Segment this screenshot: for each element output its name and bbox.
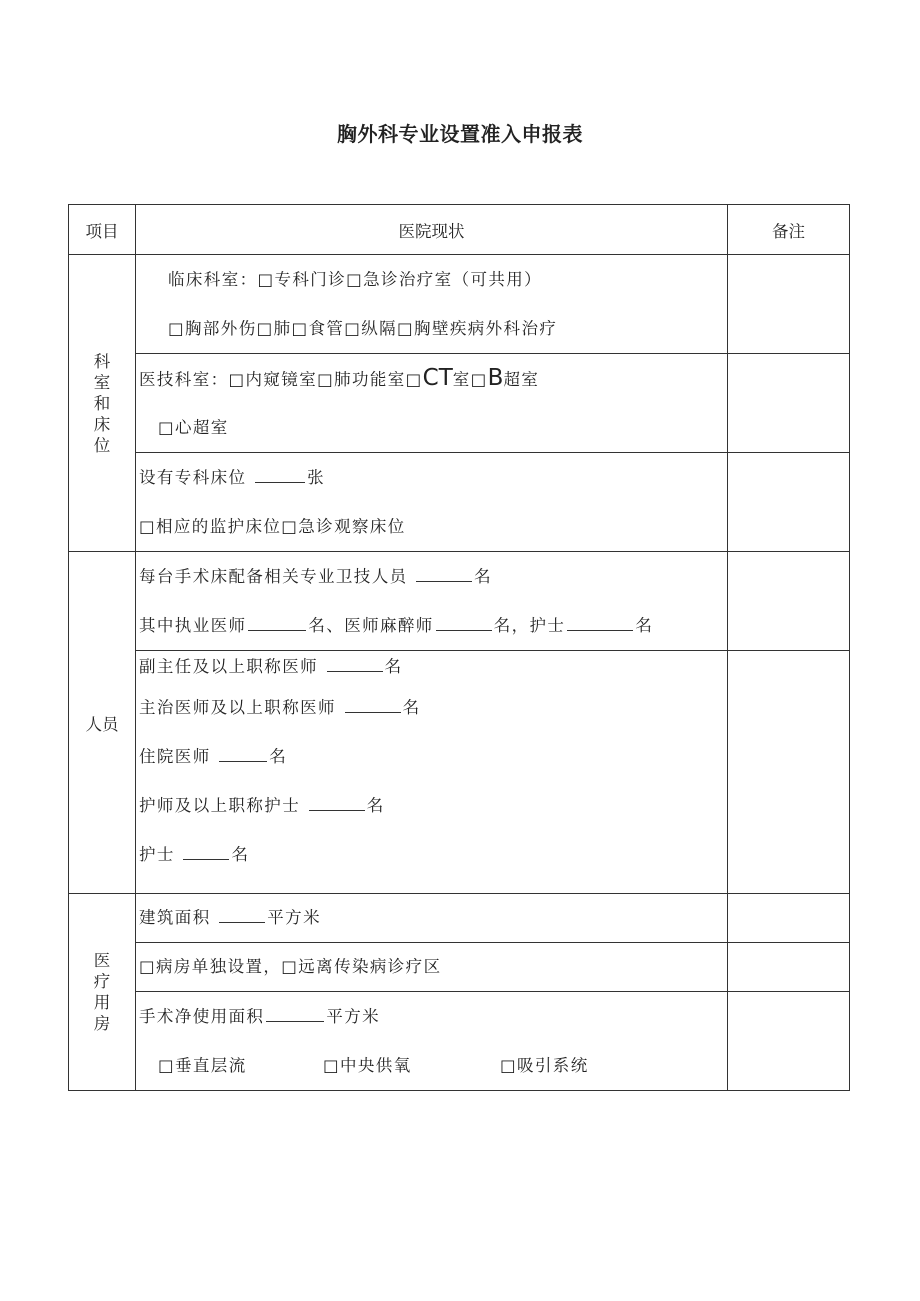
tech-text: 室□ [452, 370, 488, 389]
cell-beds [136, 453, 728, 552]
header-status: 医院现状 [136, 205, 728, 255]
remark-cell[interactable] [728, 552, 850, 651]
remark-cell[interactable] [728, 651, 850, 894]
rank-label: 护士 [139, 845, 175, 864]
rank-line-4 [136, 781, 727, 830]
row-staff-per-bed [69, 552, 850, 651]
cell-operating [136, 992, 728, 1091]
area-unit: 平方米 [267, 908, 321, 927]
rank-unit: 名 [366, 796, 385, 815]
row-building-area [69, 894, 850, 943]
cell-staff-ranks [136, 651, 728, 894]
beds-line-2: □相应的监护床位□急诊观察床位 [139, 517, 406, 536]
application-form-table [68, 204, 850, 1091]
area-label: 建筑面积 [139, 908, 211, 927]
rank-blank[interactable] [183, 847, 229, 860]
ct-text: CT [422, 365, 453, 391]
clinical-line-1: 临床科室：□专科门诊□急诊治疗室（可共用） [168, 270, 543, 289]
cell-area [136, 894, 728, 943]
row-tech-departments [69, 354, 850, 453]
rank-unit: 名 [231, 845, 250, 864]
cell-clinical [136, 255, 728, 354]
section-label-text: 人员 [85, 714, 119, 734]
op-blank[interactable] [266, 1009, 324, 1022]
staff-label: 名，护士 [493, 616, 566, 635]
rank-label: 主治医师及以上职称医师 [139, 698, 336, 717]
row-beds [69, 453, 850, 552]
header-row [69, 205, 850, 255]
section-label-departments [69, 255, 136, 552]
op-line-1 [136, 992, 727, 1041]
section-label-text: 科室和床位 [93, 351, 111, 455]
option-suction-system[interactable]: □吸引系统 [500, 1056, 589, 1075]
rank-unit: 名 [269, 747, 288, 766]
rank-line-1 [136, 651, 727, 683]
rank-blank[interactable] [219, 749, 267, 762]
rank-line-3 [136, 732, 727, 781]
option-laminar-flow[interactable]: □垂直层流 [158, 1056, 247, 1075]
rank-line-2 [136, 683, 727, 732]
row-ward [69, 943, 850, 992]
rank-blank[interactable] [327, 659, 383, 672]
remark-cell[interactable] [728, 255, 850, 354]
staff-label: 每台手术床配备相关专业卫技人员 [139, 567, 408, 586]
rank-label: 护师及以上职称护士 [139, 796, 301, 815]
rank-blank[interactable] [309, 798, 365, 811]
rank-unit: 名 [402, 698, 421, 717]
staff-unit: 名 [635, 616, 654, 635]
nurse-blank[interactable] [567, 618, 633, 631]
physician-blank[interactable] [248, 618, 306, 631]
beds-unit: 张 [307, 468, 325, 487]
tech-line-1 [136, 354, 727, 403]
remark-cell[interactable] [728, 894, 850, 943]
section-label-rooms [69, 894, 136, 1091]
cell-tech [136, 354, 728, 453]
rank-blank[interactable] [345, 700, 401, 713]
tech-text: 医技科室：□内窥镜室□肺功能室□ [139, 370, 423, 389]
cell-staff-ratio [136, 552, 728, 651]
area-line [136, 894, 727, 942]
op-line-2 [136, 1041, 727, 1090]
row-operating-room [69, 992, 850, 1091]
b-text: B [487, 365, 504, 391]
section-label-text: 医疗用房 [93, 951, 111, 1033]
tech-line-2: □心超室 [158, 418, 229, 437]
row-clinical-departments [69, 255, 850, 354]
row-staff-ranks [69, 651, 850, 894]
ward-line: □病房单独设置，□远离传染病诊疗区 [139, 957, 442, 976]
rank-line-5 [136, 830, 727, 879]
rank-label: 副主任及以上职称医师 [139, 657, 318, 676]
area-blank[interactable] [219, 910, 265, 923]
remark-cell[interactable] [728, 992, 850, 1091]
anesthetist-blank[interactable] [436, 618, 492, 631]
cell-ward [136, 943, 728, 992]
beds-blank[interactable] [255, 470, 305, 483]
remark-cell[interactable] [728, 354, 850, 453]
op-unit: 平方米 [326, 1007, 381, 1026]
header-item: 项目 [69, 205, 136, 255]
remark-cell[interactable] [728, 453, 850, 552]
rank-unit: 名 [384, 657, 403, 676]
staff-line-1 [136, 552, 727, 601]
tech-text: 超室 [503, 370, 540, 389]
form-title: 胸外科专业设置准入申报表 [337, 122, 583, 146]
beds-line-1 [136, 453, 727, 502]
staff-line-2 [136, 601, 727, 650]
beds-label: 设有专科床位 [139, 468, 247, 487]
op-label: 手术净使用面积 [139, 1007, 265, 1026]
staff-label: 名、医师麻醉师 [308, 616, 434, 635]
section-label-staff [69, 552, 136, 894]
rank-label: 住院医师 [139, 747, 211, 766]
clinical-line-2: □胸部外伤□肺□食管□纵隔□胸壁疾病外科治疗 [168, 319, 558, 338]
remark-cell[interactable] [728, 943, 850, 992]
header-remark: 备注 [728, 205, 850, 255]
staff-unit: 名 [474, 567, 493, 586]
staff-blank[interactable] [416, 569, 472, 582]
staff-label: 其中执业医师 [139, 616, 247, 635]
option-central-oxygen[interactable]: □中央供氧 [323, 1056, 412, 1075]
